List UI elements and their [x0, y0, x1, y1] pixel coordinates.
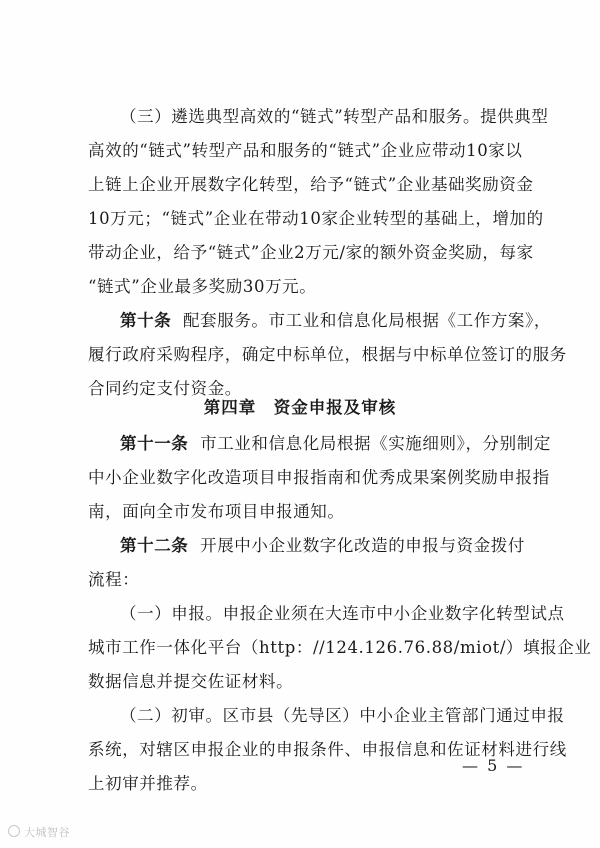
article-10-text: 配套服务。市工业和信息化局根据《工作方案》，: [183, 311, 551, 330]
article-10-line-3: 合同约定支付资金。: [88, 379, 242, 398]
article-12-line-1: [120, 536, 528, 556]
paragraph-3-line-2: 高效的“链式”转型产品和服务的“链式”企业应带动10家以: [88, 141, 523, 160]
watermark: [8, 824, 70, 840]
paragraph-3-line-4: 10万元；“链式”企业在带动10家企业转型的基础上，增加的: [88, 209, 544, 228]
article-11-line-2: 中小企业数字化改造项目申报指南和优秀成果案例奖励申报指: [88, 468, 550, 487]
chapter-title: 第四章 资金申报及审核: [203, 398, 397, 417]
paragraph-3-line-3: 上链上企业开展数字化转型，给予“链式”企业基础奖励资金: [88, 175, 534, 194]
article-10-line-1: [120, 311, 551, 331]
item-1-line-2: 城市工作一体化平台（http：//124.126.76.88/miot/）填报企业: [88, 638, 592, 657]
article-11-line-3: 南，面向全市发布项目申报通知。: [88, 502, 345, 521]
item-1-line-1: （一）申报。申报企业须在大连市中小企业数字化转型试点: [120, 604, 565, 623]
watermark-logo-icon: [8, 825, 20, 837]
article-12-heading: 第十二条: [120, 536, 189, 555]
paragraph-3-line-1: （三）遴选典型高效的“链式”转型产品和服务。提供典型: [120, 107, 549, 126]
article-11-heading: 第十一条: [120, 434, 189, 453]
article-11-text: 市工业和信息化局根据《实施细则》，分别制定: [200, 434, 551, 453]
item-2-line-3: 上初审并推荐。: [88, 774, 208, 793]
article-11-line-1: [120, 434, 551, 454]
paragraph-3-line-6: “链式”企业最多奖励30万元。: [88, 277, 317, 296]
item-2-line-2: 系统，对辖区申报企业的申报条件、申报信息和佐证材料进行线: [88, 740, 567, 759]
article-12-text: 开展中小企业数字化改造的申报与资金拨付: [200, 536, 526, 555]
item-1-line-3: 数据信息并提交佐证材料。: [88, 672, 294, 691]
article-12-line-2: 流程：: [88, 570, 140, 589]
page-number: — 5 —: [462, 756, 525, 775]
watermark-text: 大城智谷: [24, 826, 70, 839]
item-2-line-1: （二）初审。区市县（先导区）中小企业主管部门通过申报: [120, 706, 565, 725]
article-10-line-2: 履行政府采购程序，确定中标单位，根据与中标单位签订的服务: [88, 345, 567, 364]
paragraph-3-line-5: 带动企业，给予“链式”企业2万元/家的额外资金奖励，每家: [88, 243, 534, 262]
article-10-heading: 第十条: [120, 311, 172, 330]
